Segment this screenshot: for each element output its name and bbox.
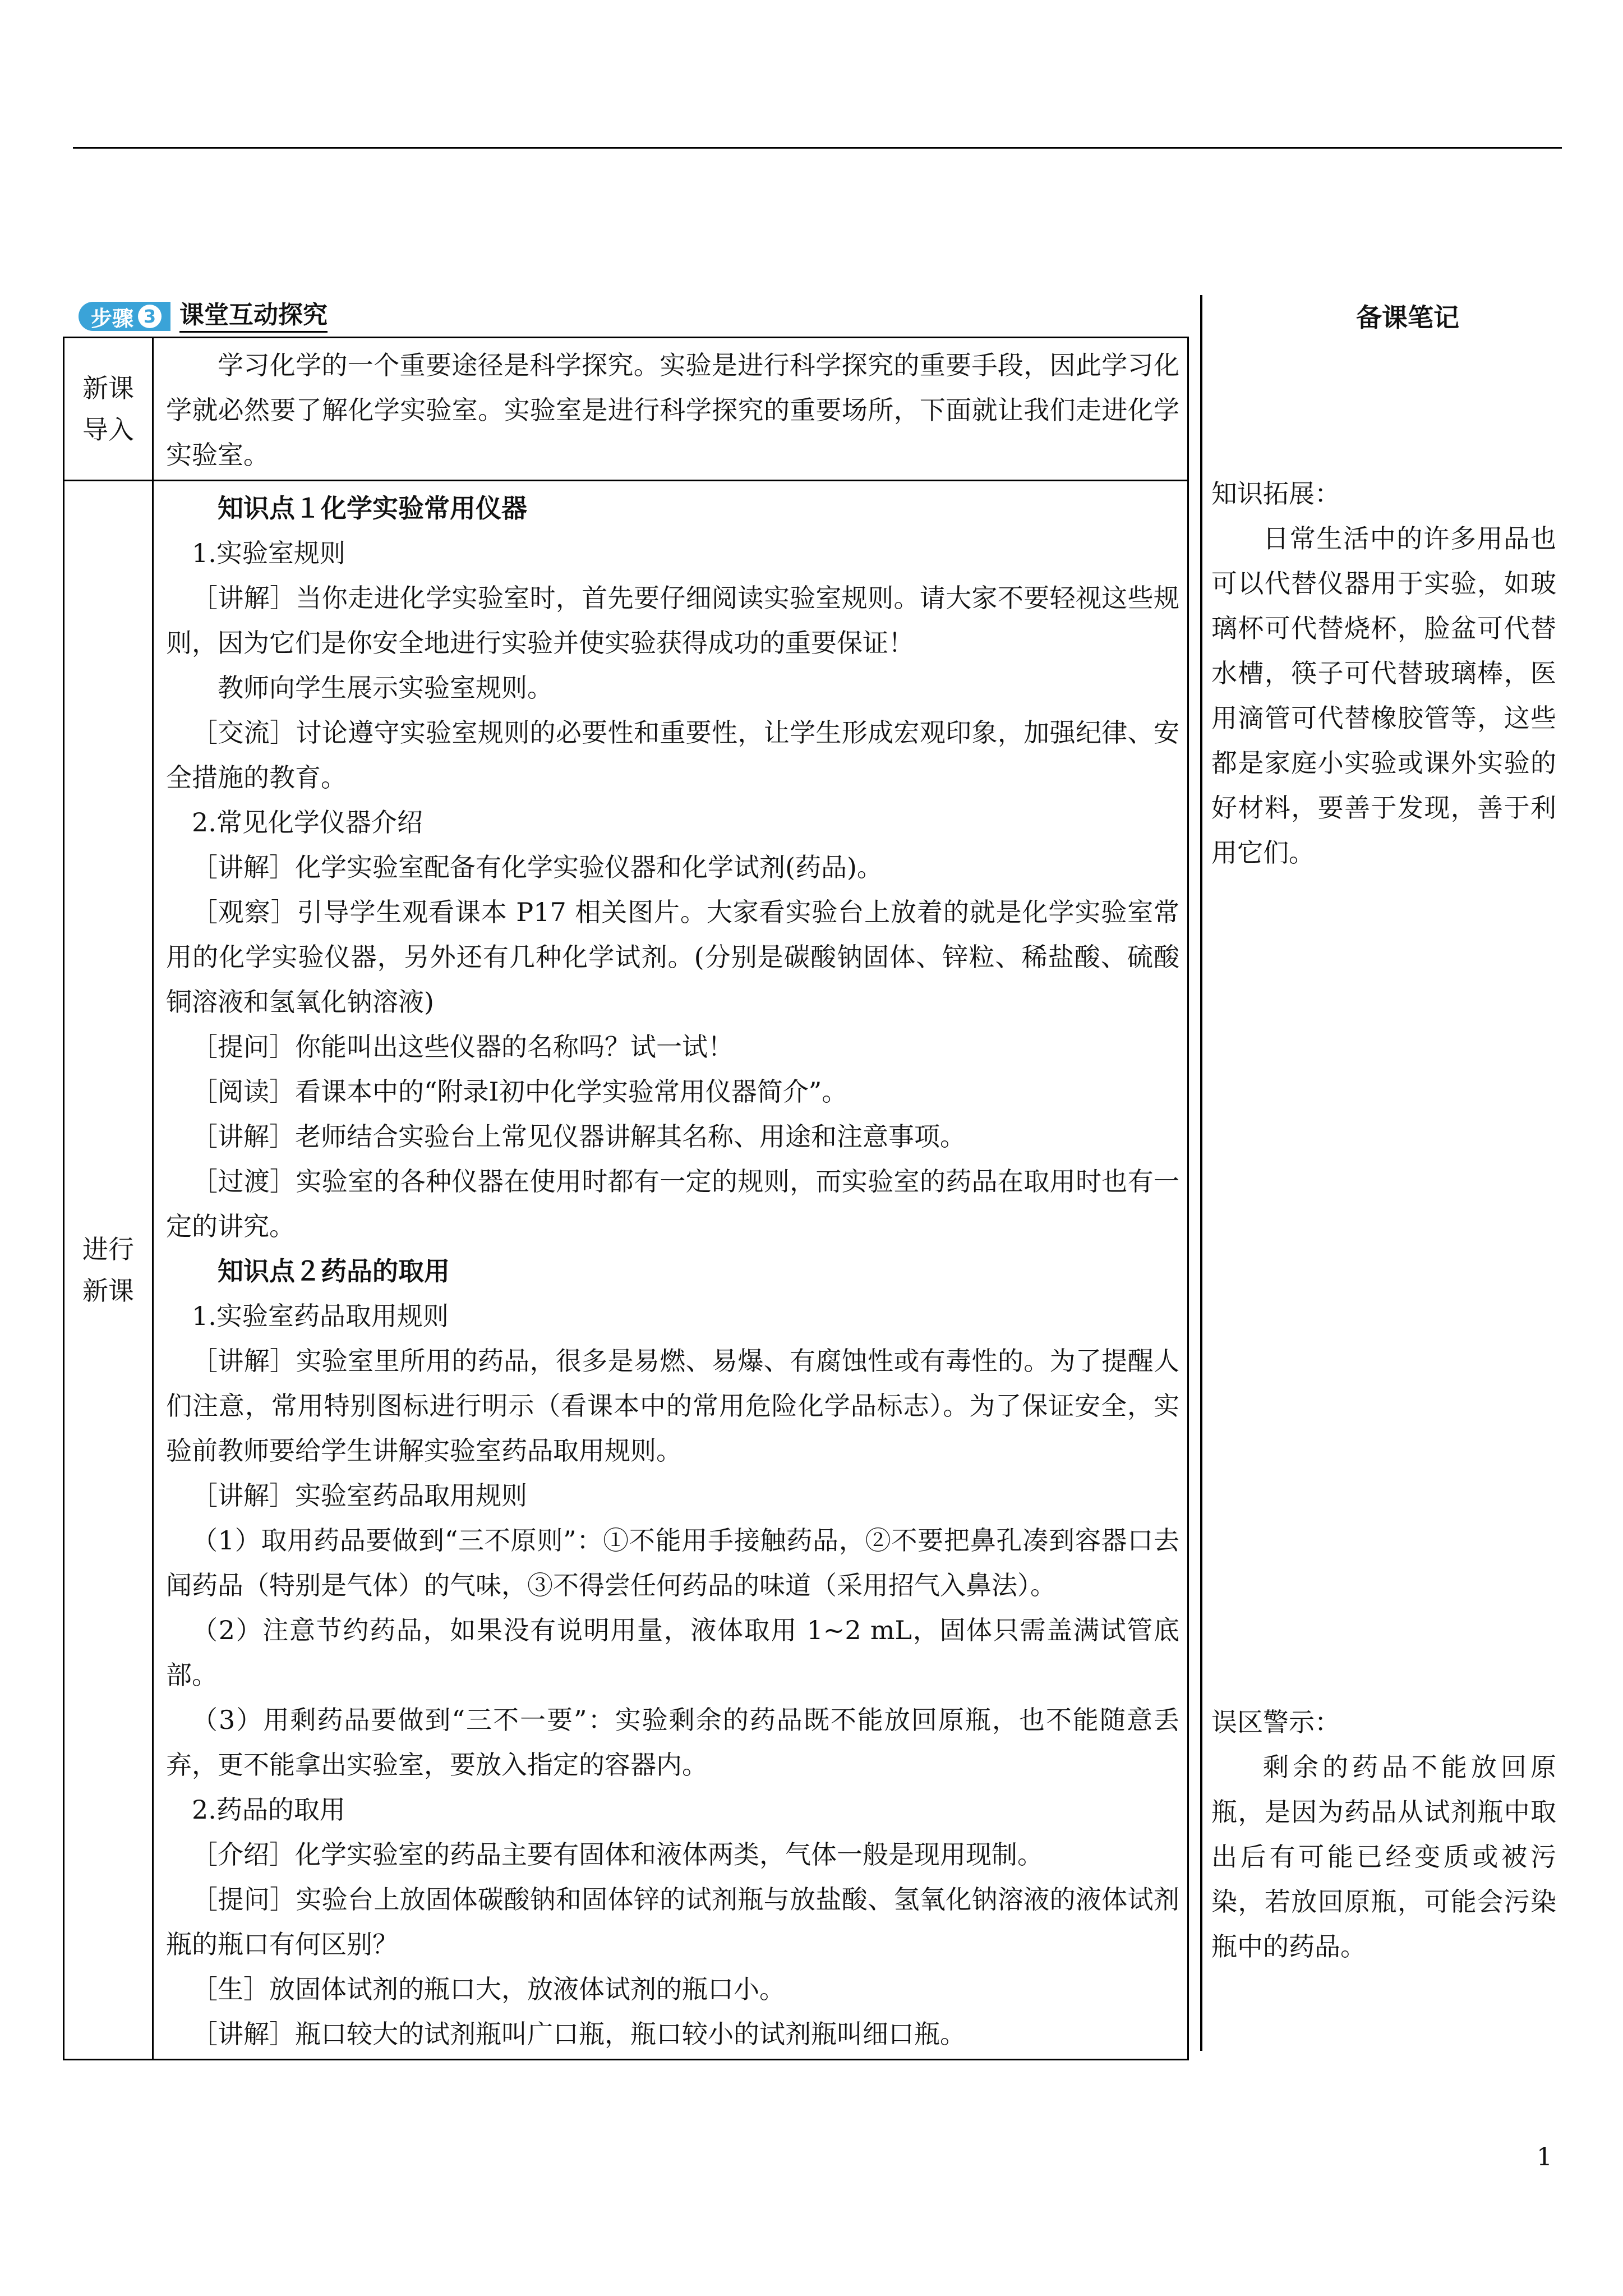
paragraph: ［观察］引导学生观看课本 P17 相关图片。大家看实验台上放着的就是化学实验室常用的化学实验仪器，另外还有几种化学试剂。(分别是碳酸钠固体、锌粒、稀盐酸、硫酸铜溶液和氢氧化钠溶液) bbox=[166, 897, 1179, 1017]
paragraph: ［介绍］化学实验室的药品主要有固体和液体两类，气体一般是现用现制。 bbox=[192, 1839, 1043, 1870]
paragraph: 教师向学生展示实验室规则。 bbox=[218, 673, 553, 703]
step-badge bbox=[79, 302, 170, 331]
knowledge-point-heading: 知识点２药品的取用 bbox=[218, 1256, 450, 1286]
step-header bbox=[79, 301, 328, 332]
side-notes-title: 备课笔记 bbox=[1356, 302, 1459, 333]
paragraph: （2）注意节约药品，如果没有说明用量，液体取用 1~2 mL，固体只需盖满试管底部。 bbox=[166, 1615, 1179, 1690]
paragraph: ［讲解］实验室里所用的药品，很多是易燃、易爆、有腐蚀性或有毒性的。为了提醒人们注意，常用特别图标进行明示（看课本中的常用危险化学品标志）。为了保证安全，实验前教师要给学生讲解实验室药品取用规则。 bbox=[166, 1346, 1179, 1466]
paragraph: ［阅读］看课本中的“附录Ⅰ初中化学实验常用仪器简介”。 bbox=[192, 1076, 848, 1107]
paragraph: ［讲解］瓶口较大的试剂瓶叫广口瓶，瓶口较小的试剂瓶叫细口瓶。 bbox=[192, 2019, 966, 2049]
section-heading: 1.实验室规则 bbox=[192, 538, 345, 568]
row-label-text: 进行 新课 bbox=[82, 1234, 134, 1306]
paragraph: ［讲解］实验室药品取用规则 bbox=[192, 1480, 527, 1511]
note-common-mistakes bbox=[1211, 1700, 1556, 1969]
page-number: 1 bbox=[1537, 2143, 1552, 2171]
step-title: 课堂互动探究 bbox=[179, 301, 328, 333]
section-heading: 2.常见化学仪器介绍 bbox=[192, 807, 423, 838]
table-row-intro bbox=[64, 338, 1188, 481]
section-heading: 2.药品的取用 bbox=[192, 1795, 345, 1825]
section-heading: 1.实验室药品取用规则 bbox=[192, 1301, 449, 1331]
side-column-rule bbox=[1200, 295, 1202, 2051]
row-content-new-lesson bbox=[153, 481, 1188, 2060]
header-rule bbox=[73, 147, 1562, 149]
row-label-intro bbox=[64, 338, 153, 481]
paragraph: ［讲解］化学实验室配备有化学实验仪器和化学试剂(药品)。 bbox=[192, 852, 883, 882]
step-badge-label: 步骤 bbox=[91, 306, 134, 331]
note-body: 剩余的药品不能放回原瓶，是因为药品从试剂瓶中取出后有可能已经变质或被污染，若放回原瓶，可能会污染瓶中的药品。 bbox=[1211, 1752, 1556, 1962]
note-body: 日常生活中的许多用品也可以代替仪器用于实验，如玻璃杯可代替烧杯，脸盆可代替水槽，筷子可代替玻璃棒，医用滴管可代替橡胶管等，这些都是家庭小实验或课外实验的好材料，要善于发现，善于利用它们。 bbox=[1211, 523, 1556, 868]
paragraph: ［讲解］当你走进化学实验室时，首先要仔细阅读实验室规则。请大家不要轻视这些规则，因为它们是你安全地进行实验并使实验获得成功的重要保证！ bbox=[166, 583, 1179, 658]
paragraph: ［提问］你能叫出这些仪器的名称吗？试一试！ bbox=[192, 1032, 734, 1062]
note-knowledge-extension bbox=[1211, 471, 1556, 875]
row-label-new-lesson bbox=[64, 481, 153, 2060]
step-number: 3 bbox=[138, 305, 162, 328]
row-content-intro bbox=[153, 338, 1188, 481]
paragraph: ［交流］讨论遵守实验室规则的必要性和重要性，让学生形成宏观印象，加强纪律、安全措施的教育。 bbox=[166, 717, 1179, 793]
row-label-text: 新课 导入 bbox=[82, 373, 134, 445]
lesson-table bbox=[63, 337, 1189, 2060]
paragraph: （3）用剩药品要做到“三不一要”：实验剩余的药品既不能放回原瓶，也不能随意丢弃，更不能拿出实验室，要放入指定的容器内。 bbox=[166, 1705, 1179, 1780]
note-heading: 误区警示： bbox=[1211, 1707, 1340, 1737]
paragraph: ［提问］实验台上放固体碳酸钠和固体锌的试剂瓶与放盐酸、氢氧化钠溶液的液体试剂瓶的瓶口有何区别？ bbox=[166, 1884, 1179, 1959]
knowledge-point-heading: 知识点１化学实验常用仪器 bbox=[218, 493, 527, 523]
paragraph: ［讲解］老师结合实验台上常见仪器讲解其名称、用途和注意事项。 bbox=[192, 1121, 966, 1152]
table-row-new-lesson bbox=[64, 481, 1188, 2060]
paragraph: （1）取用药品要做到“三不原则”：①不能用手接触药品，②不要把鼻孔凑到容器口去闻药品（特别是气体）的气味，③不得尝任何药品的味道（采用招气入鼻法）。 bbox=[166, 1525, 1179, 1600]
paragraph: ［生］放固体试剂的瓶口大，放液体试剂的瓶口小。 bbox=[192, 1974, 785, 2004]
paragraph: 学习化学的一个重要途径是科学探究。实验是进行科学探究的重要手段，因此学习化学就必然要了解化学实验室。实验室是进行科学探究的重要场所，下面就让我们走进化学实验室。 bbox=[166, 350, 1179, 470]
paragraph: ［过渡］实验室的各种仪器在使用时都有一定的规则，而实验室的药品在取用时也有一定的讲究。 bbox=[166, 1166, 1179, 1241]
note-heading: 知识拓展： bbox=[1211, 478, 1340, 509]
